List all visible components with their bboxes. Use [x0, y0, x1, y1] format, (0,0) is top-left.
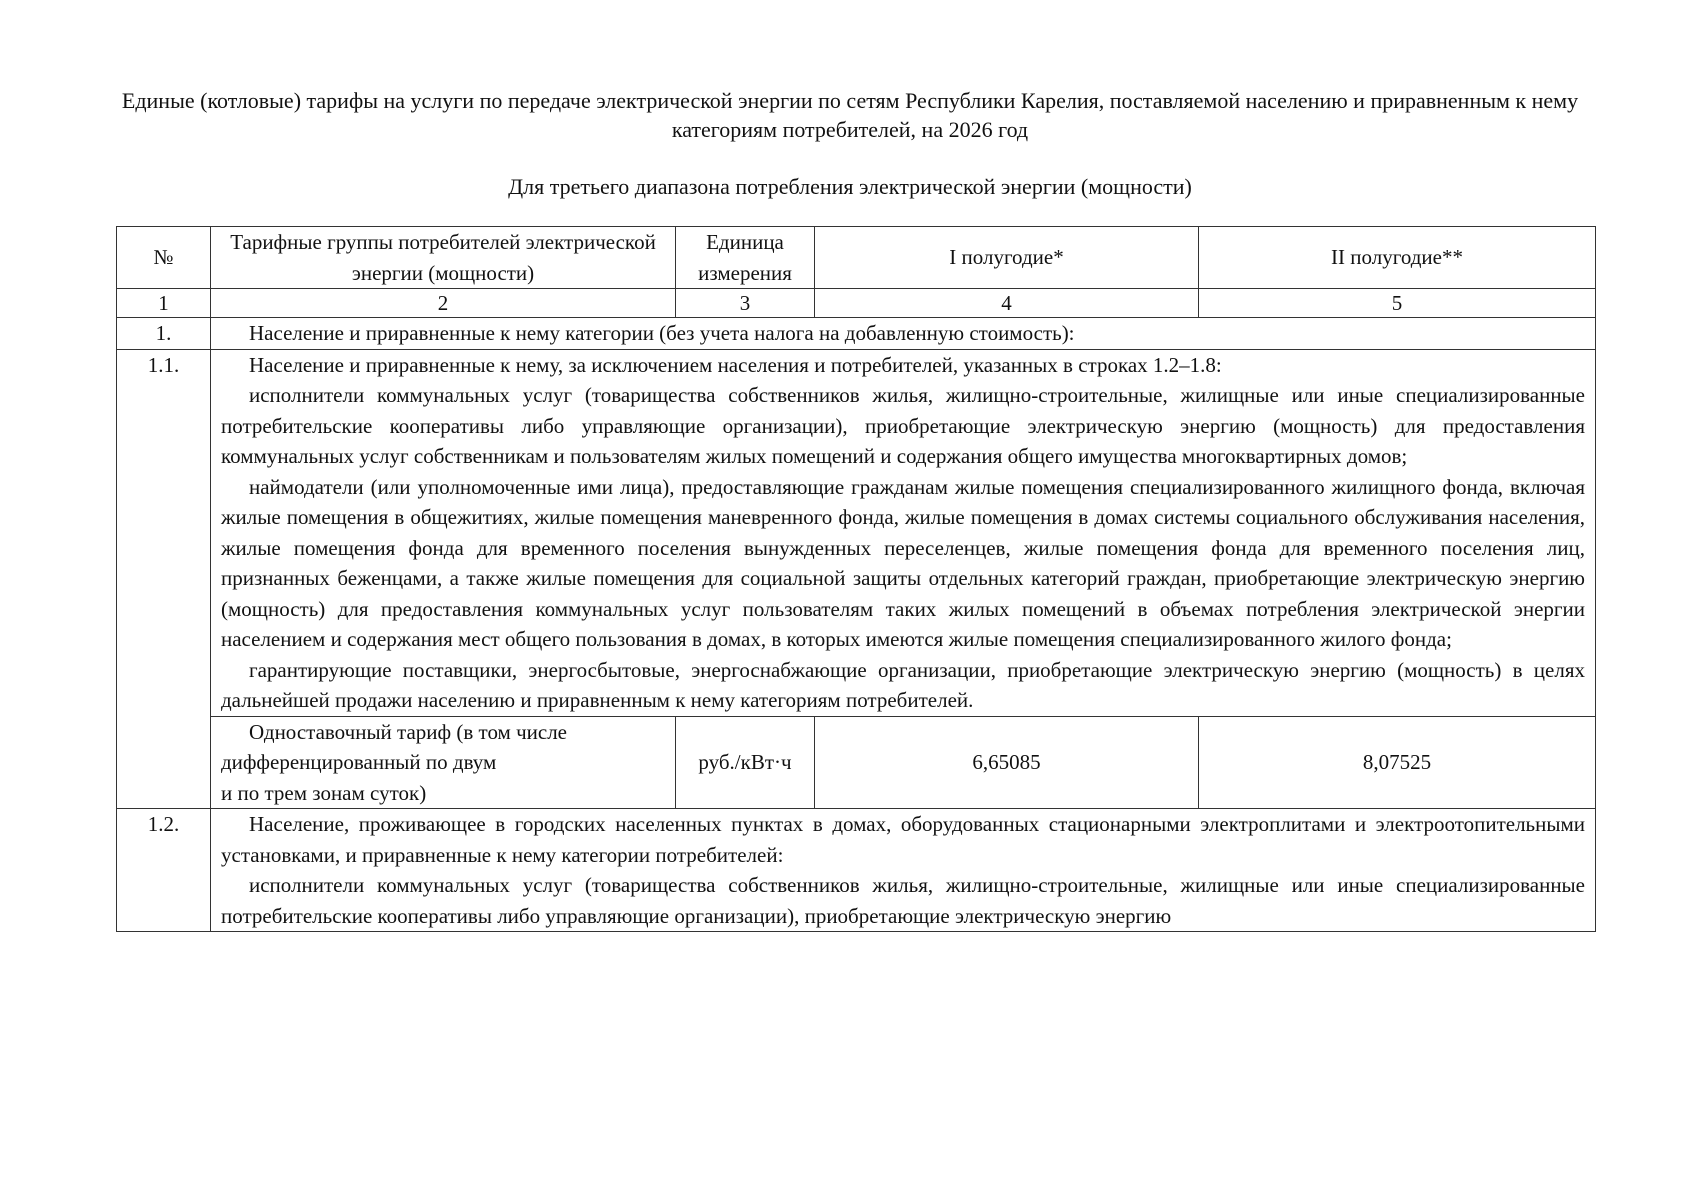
- row-paragraph: Население и приравненные к нему категории (без учета налога на добавленную стоимость):: [249, 321, 1075, 345]
- row-paragraph: Население, проживающее в городских населенных пунктах в домах, оборудованных стационарными электроплитами и электроотопительными установками, и приравненные к нему категории потребителей:: [221, 812, 1585, 867]
- row-number: 1.: [117, 318, 211, 350]
- tariff-table: [116, 226, 1596, 932]
- tariff-second-half-value: 8,07525: [1199, 716, 1596, 809]
- tariff-label: [211, 716, 676, 809]
- document-subtitle: Для третьего диапазона потребления электрической энергии (мощности): [508, 174, 1192, 199]
- tariff-label-line: и по трем зонам суток): [221, 780, 427, 805]
- tariff-first-half-value: 6,65085: [815, 716, 1199, 809]
- column-number-4: 4: [815, 289, 1199, 318]
- table-row: [117, 809, 1596, 932]
- tariff-label-line: Одноставочный тариф (в том числе: [249, 719, 568, 744]
- table-row: [117, 318, 1596, 350]
- row-number: 1.2.: [117, 809, 211, 932]
- row-paragraph: наймодатели (или уполномоченные ими лица), предоставляющие гражданам жилые помещения специализированного жилищного фонда, включая жилые помещения в общежитиях, жилые помещения маневренного фонда, жилые помещения в домах системы социального обслуживания населения, жилые помещения фонда для временного поселения вынужденных переселенцев, жилые помещения фонда для временного поселения лиц, признанных беженцами, а также жилые помещения для социальной защиты отдельных категорий граждан, приобретающие электрическую энергию (мощность) для предоставления коммунальных услуг пользователям таких жилых помещений в объемах потребления электрической энергии населением и содержания мест общего пользования в домах, в которых имеются жилые помещения специализированного жилого фонда;: [221, 474, 1585, 651]
- row-text: [211, 318, 1596, 350]
- column-numbers-row: [117, 289, 1596, 318]
- tariff-unit: руб./кВт·ч: [676, 716, 815, 809]
- header-unit: Единица измерения: [676, 227, 815, 289]
- column-number-2: 2: [211, 289, 676, 318]
- column-number-1: 1: [117, 289, 211, 318]
- header-tariff-groups: Тарифные группы потребителей электрической энергии (мощности): [211, 227, 676, 289]
- document-title: Единые (котловые) тарифы на услуги по передаче электрической энергии по сетям Республики Карелия, поставляемой населению и приравненным к нему категориям потребителей, на 2026 год: [121, 88, 1579, 142]
- header-second-half: II полугодие**: [1199, 227, 1596, 289]
- row-paragraph: Население и приравненные к нему, за исключением населения и потребителей, указанных в строках 1.2–1.8:: [249, 352, 1222, 377]
- row-paragraph: гарантирующие поставщики, энергосбытовые, энергоснабжающие организации, приобретающие электрическую энергию (мощность) в целях дальнейшей продажи населению и приравненным к нему категориям потребителей.: [221, 657, 1585, 712]
- table-header-row: [117, 227, 1596, 289]
- column-number-3: 3: [676, 289, 815, 318]
- column-number-5: 5: [1199, 289, 1596, 318]
- row-text: [211, 809, 1596, 932]
- tariff-label-line: дифференцированный по двум: [221, 750, 497, 774]
- header-first-half: I полугодие*: [815, 227, 1199, 289]
- header-number: №: [117, 227, 211, 289]
- table-row: [117, 349, 1596, 716]
- tariff-row: [117, 716, 1596, 809]
- row-text: [211, 349, 1596, 716]
- row-paragraph: исполнители коммунальных услуг (товарищества собственников жилья, жилищно-строительные, жилищные или иные специализированные потребительские кооперативы либо управляющие организации), приобретающие электрическую энергию: [221, 873, 1585, 928]
- row-paragraph: исполнители коммунальных услуг (товарищества собственников жилья, жилищно-строительные, жилищные или иные специализированные потребительские кооперативы либо управляющие организации), приобретающие электрическую энергию (мощность) для предоставления коммунальных услуг собственникам и пользователям жилых помещений и содержания общего имущества многоквартирных домов;: [221, 383, 1585, 468]
- row-number: 1.1.: [117, 349, 211, 809]
